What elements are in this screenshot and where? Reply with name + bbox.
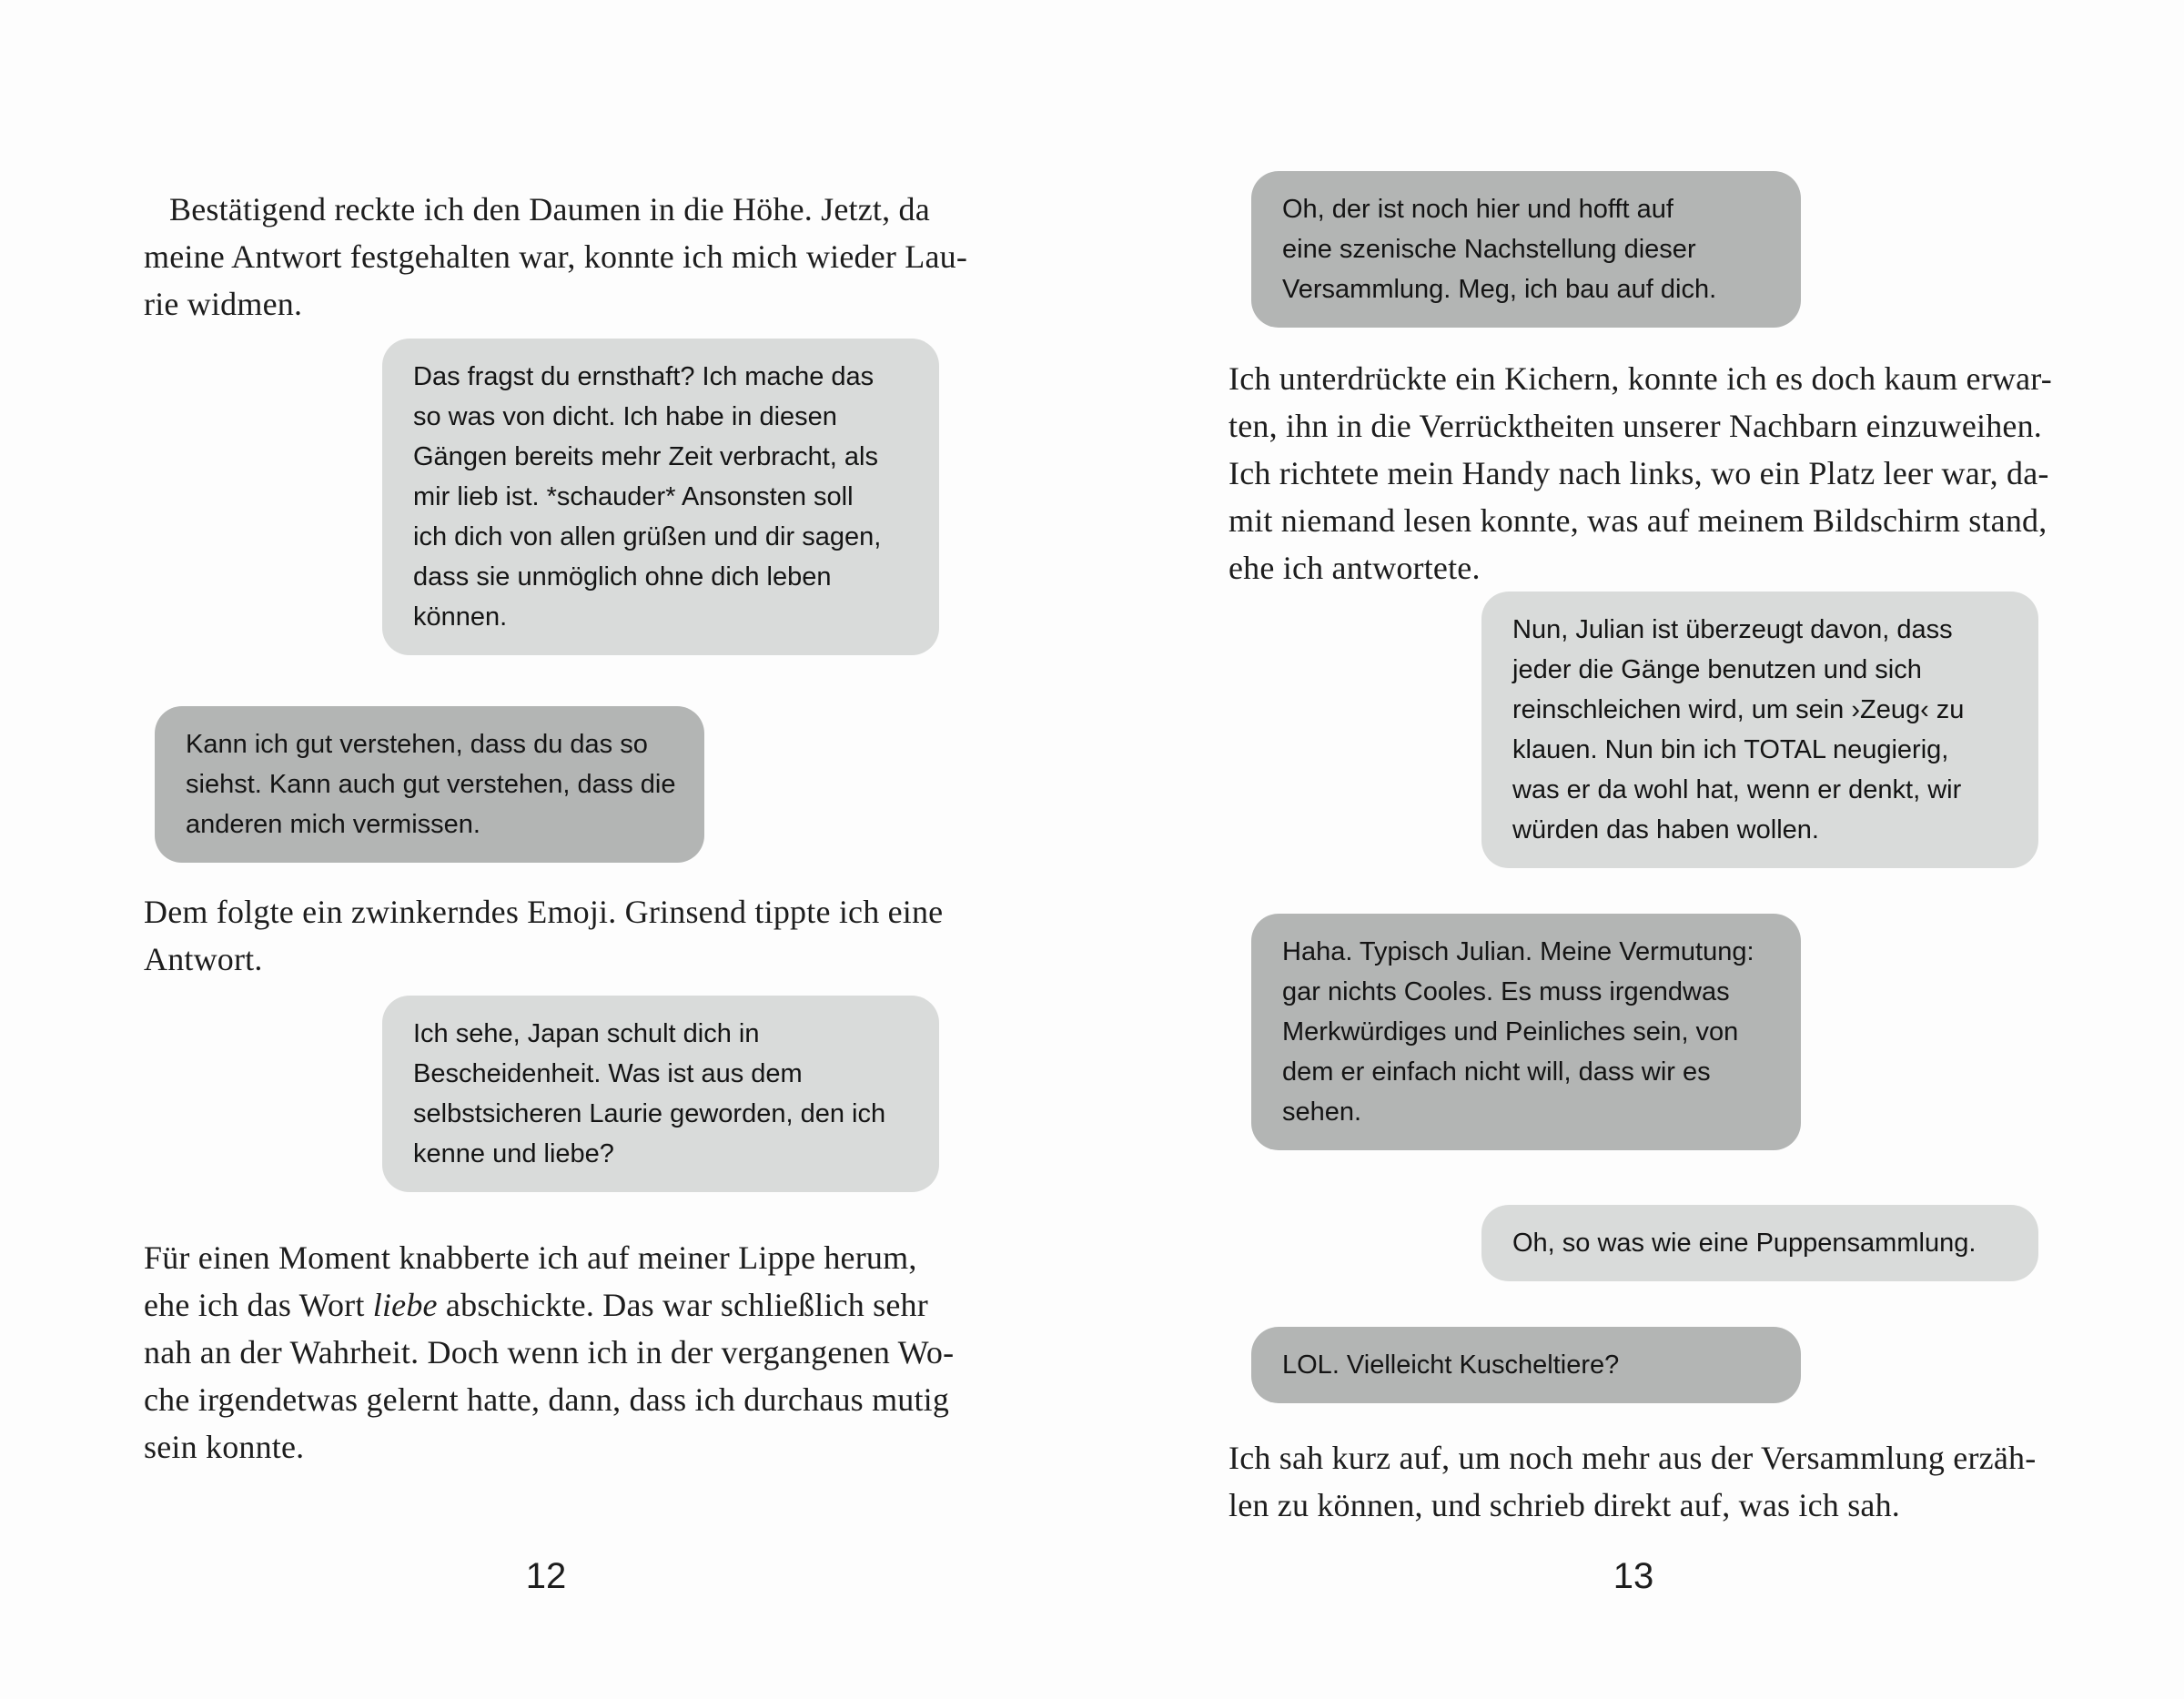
narrative-paragraph — [144, 186, 968, 328]
text-line: Antwort. — [144, 941, 263, 977]
bubble-line: Nun, Julian ist überzeugt davon, dass — [1512, 615, 1953, 644]
narrative-paragraph — [144, 888, 948, 983]
chat-bubble-received — [155, 706, 704, 863]
bubble-line: jeder die Gänge benutzen und sich — [1512, 655, 1922, 684]
page-number-right: 13 — [1613, 1556, 1654, 1596]
text-line: Bestätigend reckte ich den Daumen in die Höhe. Jetzt, da — [169, 191, 930, 228]
text-segment: ehe ich das Wort — [144, 1287, 373, 1323]
narrative-paragraph — [144, 1234, 955, 1471]
bubble-line: Oh, so was wie eine Puppensammlung. — [1512, 1229, 1977, 1258]
text-line: ten, ihn in die Verrücktheiten unserer Nachbarn einzuweihen. — [1228, 408, 2042, 444]
page-number-left: 12 — [525, 1556, 567, 1596]
bubble-line: würden das haben wollen. — [1512, 815, 1819, 844]
bubble-line: Ich sehe, Japan schult dich in — [413, 1019, 760, 1048]
text-line — [144, 1281, 948, 1329]
chat-bubble-received — [1251, 914, 1801, 1150]
chat-bubble-sent — [1481, 1205, 2038, 1281]
text-line: mit niemand lesen konnte, was auf meinem Bildschirm stand, — [1228, 502, 2048, 539]
text-line: ehe ich antwortete. — [1228, 550, 1481, 586]
bubble-line: sehen. — [1282, 1097, 1362, 1127]
bubble-line: Kann ich gut verstehen, dass du das so — [186, 730, 648, 759]
text-line: Ich unterdrückte ein Kichern, konnte ich es doch kaum erwar- — [1228, 360, 2052, 397]
bubble-line: können. — [413, 602, 508, 632]
chat-bubble-sent — [1481, 592, 2038, 868]
bubble-line: Das fragst du ernsthaft? Ich mache das — [413, 362, 875, 391]
chat-bubble-received — [1251, 171, 1801, 328]
bubble-line: Merkwürdiges und Peinliches sein, von — [1282, 1017, 1739, 1047]
text-line: meine Antwort festgehalten war, konnte ich mich wieder Lau- — [144, 238, 968, 275]
bubble-line: klauen. Nun bin ich TOTAL neugierig, — [1512, 735, 1949, 764]
text-line: Ich richtete mein Handy nach links, wo ein Platz leer war, da- — [1228, 455, 2049, 491]
text-segment: abschickte. Das war schließlich sehr — [437, 1287, 928, 1323]
text-line: che irgendetwas gelernt hatte, dann, dass ich durchaus mutig — [144, 1381, 950, 1418]
bubble-line: Versammlung. Meg, ich bau auf dich. — [1282, 275, 1717, 304]
bubble-line: Gängen bereits mehr Zeit verbracht, als — [413, 442, 878, 471]
bubble-line: was er da wohl hat, wenn er denkt, wir — [1512, 775, 1962, 804]
text-line: nah an der Wahrheit. Doch wenn ich in der vergangenen Wo- — [144, 1334, 955, 1370]
bubble-line: gar nichts Cooles. Es muss irgendwas — [1282, 977, 1730, 1006]
bubble-line: LOL. Vielleicht Kuscheltiere? — [1282, 1350, 1620, 1380]
bubble-line: Haha. Typisch Julian. Meine Vermutung: — [1282, 937, 1754, 966]
text-line: sein konnte. — [144, 1429, 305, 1465]
bubble-line: so was von dicht. Ich habe in diesen — [413, 402, 837, 431]
text-line: Für einen Moment knabberte ich auf meiner Lippe herum, — [144, 1239, 917, 1276]
bubble-line: kenne und liebe? — [413, 1139, 614, 1168]
bubble-line: Bescheidenheit. Was ist aus dem — [413, 1059, 803, 1088]
narrative-paragraph — [1228, 1434, 2038, 1529]
bubble-line: eine szenische Nachstellung dieser — [1282, 235, 1696, 264]
bubble-line: ich dich von allen grüßen und dir sagen, — [413, 522, 882, 551]
bubble-line: anderen mich vermissen. — [186, 810, 480, 839]
chat-bubble-sent — [382, 996, 939, 1192]
bubble-line: siehst. Kann auch gut verstehen, dass die — [186, 770, 676, 799]
chat-bubble-sent — [382, 339, 939, 655]
bubble-line: dem er einfach nicht will, dass wir es — [1282, 1057, 1711, 1087]
narrative-paragraph — [1228, 355, 2052, 592]
chat-bubble-received — [1251, 1327, 1801, 1403]
text-line: Dem folgte ein zwinkerndes Emoji. Grinsend tippte ich eine — [144, 894, 944, 930]
text-line: Ich sah kurz auf, um noch mehr aus der Versammlung erzäh- — [1228, 1440, 2037, 1476]
bubble-line: Oh, der ist noch hier und hofft auf — [1282, 195, 1673, 224]
text-line: rie widmen. — [144, 286, 303, 322]
bubble-line: mir lieb ist. *schauder* Ansonsten soll — [413, 482, 854, 511]
bubble-line: selbstsicheren Laurie geworden, den ich — [413, 1099, 886, 1128]
bubble-line: dass sie unmöglich ohne dich leben — [413, 562, 832, 592]
italic-word: liebe — [372, 1287, 438, 1323]
bubble-line: reinschleichen wird, um sein ›Zeug‹ zu — [1512, 695, 1965, 724]
text-line: len zu können, und schrieb direkt auf, was ich sah. — [1228, 1487, 1900, 1523]
